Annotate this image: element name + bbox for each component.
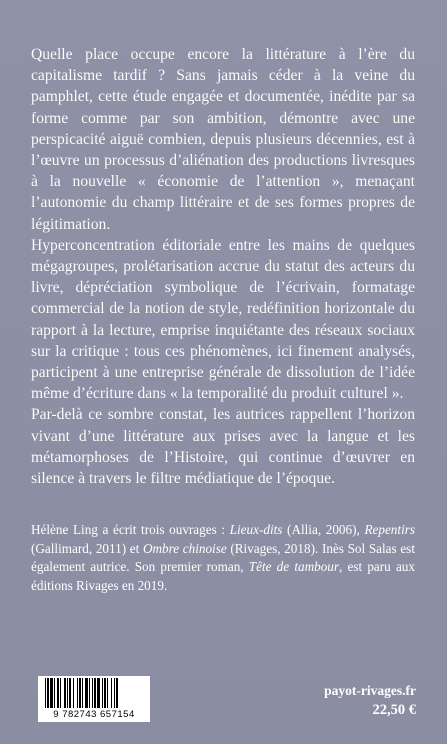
isbn-barcode bbox=[38, 676, 150, 722]
barcode-icon bbox=[44, 678, 144, 708]
bio-text-2: (Allia, 2006), bbox=[282, 522, 365, 537]
publisher-website: payot-rivages.fr bbox=[324, 683, 416, 698]
book-title-repentirs: Repentirs bbox=[364, 522, 415, 537]
blurb-paragraph-3: Par-delà ce sombre constat, les autrices rappellent l’horizon vivant d’une littérature aux prises avec la langue et les métamorphoses de l’Histoire, qui continue d’œuvrer en silence à travers le filtre médiatique de l’époque. bbox=[31, 406, 415, 488]
book-title-ombre-chinoise: Ombre chinoise bbox=[142, 540, 227, 556]
price: 22,50 € bbox=[372, 702, 416, 718]
bio-text-3: (Gallimard, 2011) et bbox=[31, 540, 143, 556]
author-bio-text bbox=[31, 521, 415, 595]
blurb-paragraph-1: Quelle place occupe encore la littérature à l’ère du capitalisme tardif ? Sans jamais céder à la veine du pamphlet, cette étude engagée et documentée, inédite par sa forme comme par son ambition, démontre avec une perspicacité aiguë combien, depuis plusieurs décennies, est à l’œuvre un processus d’aliénation des productions livresques à la nouvelle « économie de l’attention », menaçant l’autonomie du champ littéraire et de ses formes propres de légitimation. bbox=[31, 46, 415, 233]
bio-text-4: (Rivages, 2018). Inès Sol Salas est également autrice. Son premier roman, bbox=[31, 540, 415, 575]
book-title-tete-de-tambour: Tête de tambour bbox=[248, 559, 340, 575]
blurb-paragraph-2: Hyperconcentration éditoriale entre les mains de quelques mégagroupes, prolétarisation accrue du statut des acteurs du livre, dépréciation symbolique de l’écrivain, formatage commercial de la notion de style, redéfinition horizontale du rapport à la lecture, emprise inquiétante des réseaux sociaux sur la critique : tous ces phénomènes, ici finement analysés, participent à une entreprise générale de dissolution de l’idée même d’écriture dans « la temporalité du produit culturel ». bbox=[31, 236, 415, 403]
isbn-digits: 9 782743 657154 bbox=[53, 709, 135, 720]
bio-text-1: Hélène Ling a écrit trois ouvrages : bbox=[31, 522, 230, 537]
blurb bbox=[31, 44, 415, 489]
author-bio bbox=[31, 521, 415, 595]
book-title-lieux-dits: Lieux-dits bbox=[229, 522, 283, 537]
bio-text-5: , est paru aux éditions Rivages en 2019. bbox=[31, 559, 415, 593]
